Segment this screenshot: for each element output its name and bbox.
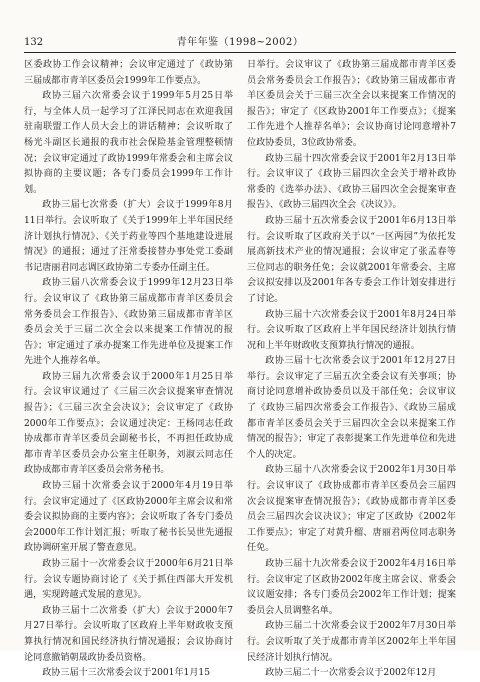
paragraph: 政协三届二十一次常委会议于2002年12月 [265, 668, 437, 679]
paragraph: 政协三届十七次常委会议于2001年12月27日举行。会议审定了三届五次全委会议有关事项；协商讨论同意增补政协委员以及干部任免；会议审议了《政协三届四次常委会工作报告》、《政协三届成都市青羊区委员会关于三届四次全会以来提案工作情况的报告》；审定了表彰提案工作先进单位和先进个人的决定。 [247, 356, 456, 460]
paragraph: 政协三届十四次常委会议于2001年2月13日举行。会议审议了《政协三届四次全会关于增补政协常委的《选举办法》、《政协三届四次全会提案审查报告》、《政协三届四次全会《决议》》。 [247, 153, 456, 211]
header-rule [24, 52, 456, 53]
paragraph: 政协三届十五次常委会议于2001年6月13日举行。会议听取了区政府关于以“一区两园”为依托发展高新技术产业的情况通报；会议审定了张孟春等三位同志的职务任免；会议就2001年常委会、主席会议拟安排以及2001年各专委会工作计划安排进行了讨论。 [247, 215, 456, 304]
running-title: 青年年鉴（1998~2002） [176, 37, 304, 48]
right-column [247, 58, 456, 679]
paragraph: 政协三届九次常委会议于2000年1月25日举行。会议审议通过了《三届三次会议提案审查情况报告》；《三届三次全会决议》；会议审定了《政协2000年工作要点》；会议通过决定：王杨同志任政协成都市青羊区委员会副秘书长，不再担任政协成都市青羊区委员会办公室主任职务，刘淑云同志任政协成都市青羊区委员会常务秘书。 [24, 371, 233, 476]
paragraph: 政协三届六次常委会议于1999年5月25日举行，与全体人员一起学习了江泽民同志在欢迎我国驻南联盟工作人员大会上的讲话精神；会议听取了杨光斗副区长通报的我市社会保险基金管理整顿情况；会议审定通过了政协1999年常委会和主席会议拟协商的主要议题；各专门委员会1999年工作计划。 [24, 91, 233, 195]
paragraph: 政协三届十九次常委会议于2002年4月16日举行。会议审定了区政协2002年度主席会议、常委会议议题安排；各专门委员会2002年工作计划；提案委员会人员调整名单。 [247, 559, 456, 616]
paragraph: 政协三届十一次常委会议于2000年6月21日举行。会议专题协商讨论了《关于抓住西部大开发机遇，实现跨越式发展的意见》。 [24, 559, 233, 601]
page-header [24, 36, 456, 52]
body-columns [24, 58, 456, 679]
paragraph: 政协三届七次常委（扩大）会议于1999年8月11日举行。会议听取了《关于1999年上半年国民经济计划执行情况》、《关于药业等四个基地建设进展情况》的通报；通过了汪常委接替办事处党工委副书记唐丽君同志调区政协第二专委办任副主任。 [24, 200, 233, 273]
paragraph: 区委政协工作会议精神；会议审定通过了《政协第三届成都市青羊区委员会1999年工作要点》。 [24, 60, 233, 86]
paragraph: 政协三届十次常委会议于2000年4月19日举行。会议审定通过了《区政协2000年主席会议和常委会议拟协商的主要内容》；会议听取了各专门委员会2000年工作计划汇报；听取了秘书长吴世先通报政协调研室开展了警查意见。 [24, 481, 233, 554]
left-column [24, 58, 233, 679]
paragraph: 政协三届十三次常委会议于2001年1月15 [42, 668, 211, 679]
paragraph: 政协三届十二次常委（扩大）会议于2000年7月27日举行。会议听取了区政府上半年财政收支预算执行情况和国民经济执行情况通报；会议协商讨论同意撤销朝晟政协委员资格。 [24, 605, 233, 663]
paragraph: 政协三届十八次常委会议于2002年1月30日举行。会议审议了《政协成都市青羊区委员会三届四次会议提案审查情况报告》；《政协成都市青羊区委员会三届四次会议决议》；审定了区政协《2002年工作要点》；审定了对黄升榴、唐丽君两位同志职务任免。 [247, 465, 456, 554]
paragraph: 日举行。会议审议了《政协第三届成都市青羊区委员会常务委员会工作报告》；《政协第三届成都市青羊区委员会关于三届三次全会以来提案工作情况的报告》；审定了《区政协2001年工作要点》；《提案工作先进个人推荐名单》；会议协商讨论同意增补7位政协委员，3位政协常委。 [247, 60, 456, 148]
paragraph: 政协三届十六次常委会议于2001年8月24日举行。会议听取了区政府上半年国民经济计划执行情况和上半年财政收支预算执行情况的通报。 [247, 309, 456, 351]
page-number: 132 [24, 37, 44, 48]
paragraph: 政协三届二十次常委会议于2002年7月30日举行。会议听取了关于成都市青羊区2002年上半年国民经济计划执行情况。 [247, 621, 456, 663]
paragraph: 政协三届八次常委会议于1999年12月23日举行。会议审议了《政协第三届成都市青羊区委员会常务委员会工作报告》、《政协第三届成都市青羊区委员会关于三届二次全会以来提案工作情况的报告》；审定通过了承办提案工作先进单位及提案工作先进个人推荐名单。 [24, 278, 233, 367]
